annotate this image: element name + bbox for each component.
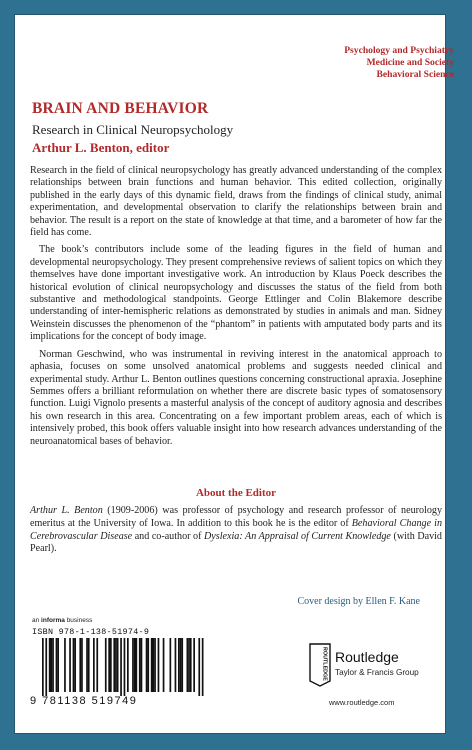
barcode-bar: [190, 638, 192, 692]
barcode-bar: [115, 638, 117, 692]
barcode-bar: [146, 638, 148, 692]
barcode-bar: [105, 638, 107, 692]
barcode-bar: [151, 638, 153, 692]
barcode-bar: [188, 638, 190, 692]
barcode-digits: 9 781138 519749: [30, 695, 138, 707]
barcode-bar: [154, 638, 156, 692]
bio-text: and co-author of: [132, 530, 204, 542]
about-editor-text: [30, 505, 442, 556]
book-title: BRAIN AND BEHAVIOR: [32, 100, 209, 117]
category-label: Medicine and Society: [366, 57, 454, 68]
about-editor-heading: About the Editor: [195, 487, 277, 499]
barcode-bar: [181, 638, 183, 692]
barcode-bar: [178, 638, 180, 692]
barcode-bar: [141, 638, 143, 692]
barcode-bar: [113, 638, 115, 692]
bio-text: (1909-2006) was professor of psychology and research professor of neurology emeritus at the University of Iowa. In addition to this book he is the editor of: [30, 505, 442, 529]
barcode-bar: [74, 638, 76, 692]
barcode-bar: [187, 638, 189, 692]
barcode-bar: [93, 638, 95, 692]
barcode-bar: [57, 638, 59, 692]
subject-categories: [344, 45, 454, 81]
barcode-bar: [51, 638, 53, 692]
publisher-name: Routledge: [335, 649, 399, 665]
barcode-bar: [42, 638, 44, 696]
category-label: Behavioral Science: [376, 69, 454, 80]
barcode-bar: [153, 638, 155, 692]
barcode-bar: [136, 638, 138, 692]
barcode-bar: [163, 638, 165, 692]
barcode-bar: [170, 638, 172, 692]
isbn-label: ISBN 978-1-138-51974-9: [32, 627, 150, 637]
informa-business-label: an informa business: [32, 617, 93, 624]
bio-text: (with David Pearl).: [30, 530, 442, 555]
barcode-bar: [110, 638, 112, 692]
publisher-logo: [309, 643, 449, 703]
barcode-bar: [81, 638, 83, 692]
barcode-bar: [175, 638, 177, 692]
routledge-logo-icon: [309, 643, 331, 687]
barcode-bar: [180, 638, 182, 692]
barcode-bar: [64, 638, 66, 692]
book-reference: Dyslexia: An Appraisal of Current Knowledge: [204, 530, 391, 542]
barcode-bars: [32, 638, 220, 696]
book-description: [30, 165, 442, 453]
logo-spine-text: ROUTLEDGE: [321, 647, 328, 681]
isbn-barcode: [28, 625, 224, 718]
barcode-bar: [193, 638, 195, 692]
barcode-bar: [198, 638, 200, 696]
barcode-bar: [52, 638, 54, 692]
barcode-bar: [147, 638, 149, 692]
barcode-bar: [45, 638, 47, 696]
barcode-bar: [96, 638, 98, 692]
barcode-bar: [86, 638, 88, 692]
barcode-bar: [56, 638, 58, 692]
publisher-website: www.routledge.com: [329, 698, 395, 707]
barcode-bar: [134, 638, 136, 692]
barcode-bar: [132, 638, 134, 692]
barcode-bar: [139, 638, 141, 692]
barcode-bar: [88, 638, 90, 692]
barcode-bar: [108, 638, 110, 692]
barcode-bar: [124, 638, 126, 696]
barcode-bar: [79, 638, 81, 692]
category-label: Psychology and Psychiatry: [344, 45, 454, 56]
barcode-bar: [127, 638, 129, 692]
barcode-bar: [69, 638, 71, 692]
barcode-bar: [202, 638, 204, 696]
barcode-bar: [158, 638, 160, 692]
barcode-bar: [120, 638, 122, 696]
publisher-tagline: Taylor & Francis Group: [335, 668, 419, 677]
cover-design-credit: Cover design by Ellen F. Kane: [297, 596, 420, 607]
barcode-bar: [73, 638, 75, 692]
about-editor-paragraph: [30, 505, 442, 556]
editor-name: Arthur L. Benton: [30, 505, 103, 516]
book-reference: Behavioral Change in Cerebrovascular Disease: [30, 517, 442, 542]
description-paragraph: The book’s contributors include some of the leading figures in the field of human and developmental neuropsychology. They present comprehensive reviews of salient topics on which they themselves have done important investigative work. An introduction by Klaus Poeck describes the historical evolution of clinical neuropsychology and discusses the status of the field from both substantive and methodological standpoints. George Ettlinger and Colin Blakemore describe understanding of inter-hemispheric relations as demonstrated by studies in animals and man. Sidney Weinstein discusses the phenomenon of the “phantom” in patients with amputated body parts and its implications for the concept of body image.: [30, 244, 442, 343]
barcode-bar: [117, 638, 119, 692]
book-subtitle: Research in Clinical Neuropsychology: [32, 122, 234, 137]
description-paragraph: Research in the field of clinical neuropsychology has greatly advanced understanding of the complex relationships between brain functions and human behavior. This edited collection, originally published in the early days of this dynamic field, draws from the findings of clinical study, animal experimentation, and developmental observation to clarify the relationships between brain and behavior. The result is a report on the state of knowledge at that time, and a barometer of how far the field has come.: [30, 165, 442, 239]
description-paragraph: Norman Geschwind, who was instrumental in reviving interest in the anatomical approach to aphasia, focuses on some unsolved anatomical problems and suggests needed clinical and experimental study. Arthur L. Benton outlines questions concerning constructional apraxia. Josephine Semmes offers a brilliant reformulation on whether there are discrete basic types of somatosensory function. Luigi Vignolo presents a masterful analysis of the concept of auditory agnosia and describes his own research in this area. Concentrating on a few important problem areas, each of which is intensively probed, this book offers valuable insight into how research advances understanding of the neuroanatomical bases of behavior.: [30, 348, 442, 447]
book-editor: Arthur L. Benton, editor: [32, 140, 170, 155]
barcode-bar: [49, 638, 51, 692]
